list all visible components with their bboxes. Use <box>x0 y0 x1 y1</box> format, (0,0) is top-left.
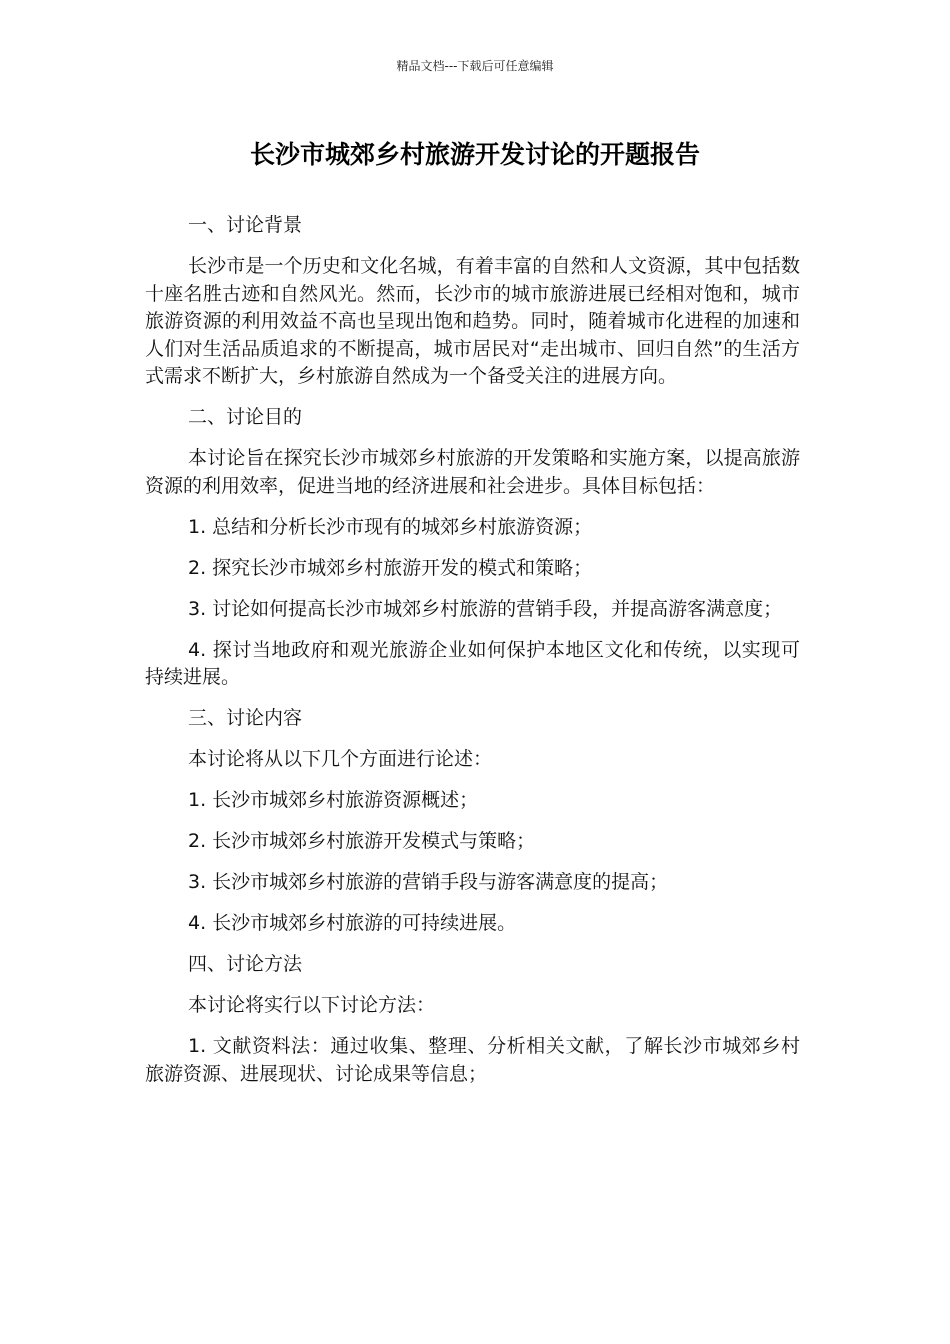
method-list-item: 1. 文献资料法：通过收集、整理、分析相关文献，了解长沙市城郊乡村旅游资源、进展现状、讨论成果等信息； <box>145 1035 800 1085</box>
content-list-item: 3. 长沙市城郊乡村旅游的营销手段与游客满意度的提高； <box>188 871 669 893</box>
purpose-list-item: 4. 探讨当地政府和观光旅游企业如何保护本地区文化和传统，以实现可持续进展。 <box>145 638 800 688</box>
content-list-item: 1. 长沙市城郊乡村旅游资源概述； <box>188 789 479 811</box>
purpose-list-item: 3. 讨论如何提高长沙市城郊乡村旅游的营销手段，并提高游客满意度； <box>188 597 783 620</box>
content-list-item: 4. 长沙市城郊乡村旅游的可持续进展。 <box>188 912 517 934</box>
background-paragraph: 长沙市是一个历史和文化名城，有着丰富的自然和人文资源，其中包括数十座名胜古迹和自然风光。然而，长沙市的城市旅游进展已经相对饱和，城市旅游资源的利用效益不高也呈现出饱和趋势。同时，随着城市化进程的加速和人们对生活品质追求的不断提高，城市居民对“走出城市、回归自然”的生活方式需求不断扩大，乡村旅游自然成为一个备受关注的进展方向。 <box>145 255 800 387</box>
purpose-list-item: 1. 总结和分析长沙市现有的城郊乡村旅游资源； <box>188 515 593 538</box>
purpose-list-item: 2. 探究长沙市城郊乡村旅游开发的模式和策略； <box>188 556 593 579</box>
document-body <box>145 212 800 1102</box>
purpose-intro-paragraph: 本讨论旨在探究长沙市城郊乡村旅游的开发策略和实施方案，以提高旅游资源的利用效率，促进当地的经济进展和社会进步。具体目标包括： <box>145 447 800 497</box>
document-title: 长沙市城郊乡村旅游开发讨论的开题报告 <box>249 140 700 169</box>
section-heading-method: 四、讨论方法 <box>188 953 303 975</box>
content-list-item: 2. 长沙市城郊乡村旅游开发模式与策略； <box>188 830 536 852</box>
section-heading-content: 三、讨论内容 <box>188 707 303 729</box>
method-intro-paragraph: 本讨论将实行以下讨论方法： <box>188 994 436 1016</box>
section-heading-purpose: 二、讨论目的 <box>188 406 303 428</box>
section-heading-background: 一、讨论背景 <box>188 214 303 236</box>
content-intro-paragraph: 本讨论将从以下几个方面进行论述： <box>188 748 493 770</box>
header-note: 精品文档---下载后可任意编辑 <box>396 59 554 73</box>
